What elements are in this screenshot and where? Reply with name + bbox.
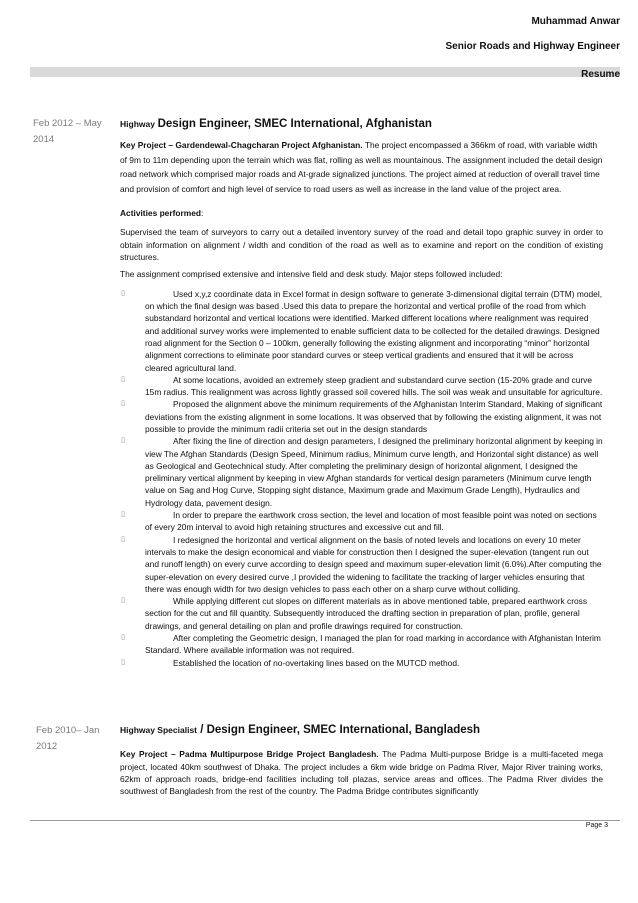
bullet-marker-icon: ▯	[121, 437, 125, 445]
entry2-role	[120, 723, 603, 738]
footer-rule	[30, 820, 620, 821]
activity-bullet-item	[120, 509, 603, 534]
bullet-marker-icon: ▯	[121, 400, 125, 408]
entry1-date: Feb 2012 – May 2014	[33, 118, 102, 145]
header-band	[30, 67, 620, 77]
entry1-role-main: Design Engineer, SMEC International, Afghanistan	[157, 118, 432, 130]
bullet-marker-icon: ▯	[121, 375, 125, 383]
entry1-bullet-list	[120, 288, 603, 669]
entry1-key-project-text: The project encompassed a 366km of road, with variable width of 9m to 11m depending upon the terrain which was flat, rolling as well as mountainous. The assignment included the detail design road network which comprised major roads and At-grade signalized junctions. The project aimed at reduction of overall travel time and provision of comfort and high level of service to road users as well as increase in the land value of the project area.	[120, 140, 603, 194]
activity-bullet-text: After completing the Geometric design, I managed the plan for road marking in accordance with Afghanistan Interim Standard. Where available information was not required.	[145, 633, 601, 656]
entry1-para1: Supervised the team of surveyors to carry out a detailed inventory survey of the road and detail topo graphic survey in order to obtain information on alignment / width and condition of the road as well as to examine and report on the condition of existing structures.	[120, 227, 603, 263]
header-name: Muhammad Anwar	[531, 16, 620, 27]
entry2-date: Feb 2010– Jan 2012	[36, 725, 100, 752]
activity-bullet-item	[120, 595, 603, 632]
activity-bullet-text: After fixing the line of direction and design parameters, I designed the preliminary horizontal alignment by keeping in view The Afghan Standards (Design Speed, Minimum radius, Minimum curve length, and Horizontal sight distance) as well as Geological and Geotechnical study. After completing the preliminary design of horizontal alignment, I designed the preliminary vertical alignment by keeping in view Afghan standards for vertical design parameters (Minimum curve length value on Sag and Hog Curve, Stopping sight distance, Maximum grade and Maximum Grade Length), Hydraulics and Hydrology data, pavement design.	[145, 436, 603, 508]
activity-bullet-text: Proposed the alignment above the minimum requirements of the Afghanistan Interim Standard, Making of significant deviations from the existing alignment in some locations. It was observed that by following the existing alignment, it was not possible to provide the minimum radii criteria set out in the design standards	[145, 399, 603, 434]
activity-bullet-item	[120, 657, 603, 669]
entry1-role-prefix: Highway	[120, 119, 155, 129]
entry2-key-project-label: Key Project – Padma Multipurpose Bridge Project Bangladesh.	[120, 749, 379, 760]
bullet-marker-icon: ▯	[121, 289, 125, 297]
entry1-para2: The assignment comprised extensive and intensive field and desk study. Major steps followed included:	[120, 269, 503, 280]
entry2-role-prefix: Highway Specialist	[120, 725, 197, 735]
entry1-content	[120, 117, 603, 669]
activity-bullet-item	[120, 398, 603, 435]
activity-bullet-item	[120, 435, 603, 509]
resume-label: Resume	[581, 69, 620, 80]
page-number: Page 3	[585, 822, 608, 829]
bullet-marker-icon: ▯	[121, 535, 125, 543]
activities-label: Activities performed	[120, 208, 201, 219]
entry2-key-project-text: The Padma Multi-purpose Bridge is a multi-faceted mega project, located 40km southwest of Dhaka. The project includes a 6km wide bridge on Padma River, Major River training works, 62km of approach roads, bridge-end facilities including toll plazas, service areas and offices. The Padma River divides the southwest of Bangladesh from the rest of the country. The Padma Bridge contributes significantly	[120, 749, 603, 797]
entry2-role-main: / Design Engineer, SMEC International, Bangladesh	[197, 724, 481, 736]
activity-bullet-text: I redesigned the horizontal and vertical alignment on the basis of noted levels and locations on every 10 meter intervals to make the design economical and viable for construction then I designed the super-elevation (tangent run out and runoff length) on every curve according to design speed and maximum super-elevation limit (6.0%).After computing the super-elevation on every desired curve ,I provided the widening to facilitate the tracking of larger vehicles ensuring that there was enough width for two design vehicles to pass each other on a sharp curve without colliding.	[145, 534, 602, 594]
activities-heading	[120, 206, 603, 220]
bullet-marker-icon: ▯	[121, 597, 125, 605]
entry1-role	[120, 117, 603, 132]
bullet-marker-icon: ▯	[121, 511, 125, 519]
activity-bullet-text: Established the location of no-overtaking lines based on the MUTCD method.	[173, 657, 460, 668]
activity-bullet-item	[120, 374, 603, 399]
header-job-title: Senior Roads and Highway Engineer	[445, 41, 620, 52]
activity-bullet-text: At some locations, avoided an extremely steep gradient and substandard curve section (15-20% grade and curve 15m radius. This realignment was across lightly grassed soil covered hills. The soil was weak and unsuitable for agriculture.	[145, 374, 603, 398]
entry1-key-project-label: Key Project – Gardendewal-Chagcharan Project Afghanistan.	[120, 140, 363, 151]
activity-bullet-text: In order to prepare the earthwork cross section, the level and location of most feasible point was noted on sections of every 20m interval to avoid high retaining structures and excessive cut and fill.	[145, 510, 597, 533]
activity-bullet-text: Used x,y,z coordinate data in Excel format in design software to generate 3-dimensional digital terrain (DTM) model, on which the final design was based .Used this data to prepare the horizontal and vertical profile of the road from which substandard horizontal and vertical locations were identified. Marked different locations where realignment was required and additional survey works were implemented to enable sufficient data to be collected for the detailed drawings. Designed road alignment for the Section 0 – 100km, generally following the existing alignment and incorporating “minor” horizontal alignment corrections to eliminate poor standard curves or steep vertical gradients and ensured that it will be across cleared agricultural land.	[145, 288, 603, 373]
activity-bullet-item	[120, 288, 603, 374]
activity-bullet-item	[120, 534, 603, 595]
activity-bullet-item	[120, 632, 603, 657]
entry1-key-project	[120, 138, 603, 196]
activities-colon: :	[200, 208, 204, 219]
activity-bullet-text: While applying different cut slopes on different materials as in above mentioned table, prepared earthwork cross section for the cut and fill quantity. Subsequently introduced the drafting section in preparation of plan, profile, general drawings, and general detailing on plan and profile drawings required for construction.	[145, 596, 588, 631]
entry2-key-project	[120, 748, 603, 797]
bullet-marker-icon: ▯	[121, 634, 125, 642]
bullet-marker-icon: ▯	[121, 658, 125, 666]
entry2-content	[120, 723, 603, 798]
